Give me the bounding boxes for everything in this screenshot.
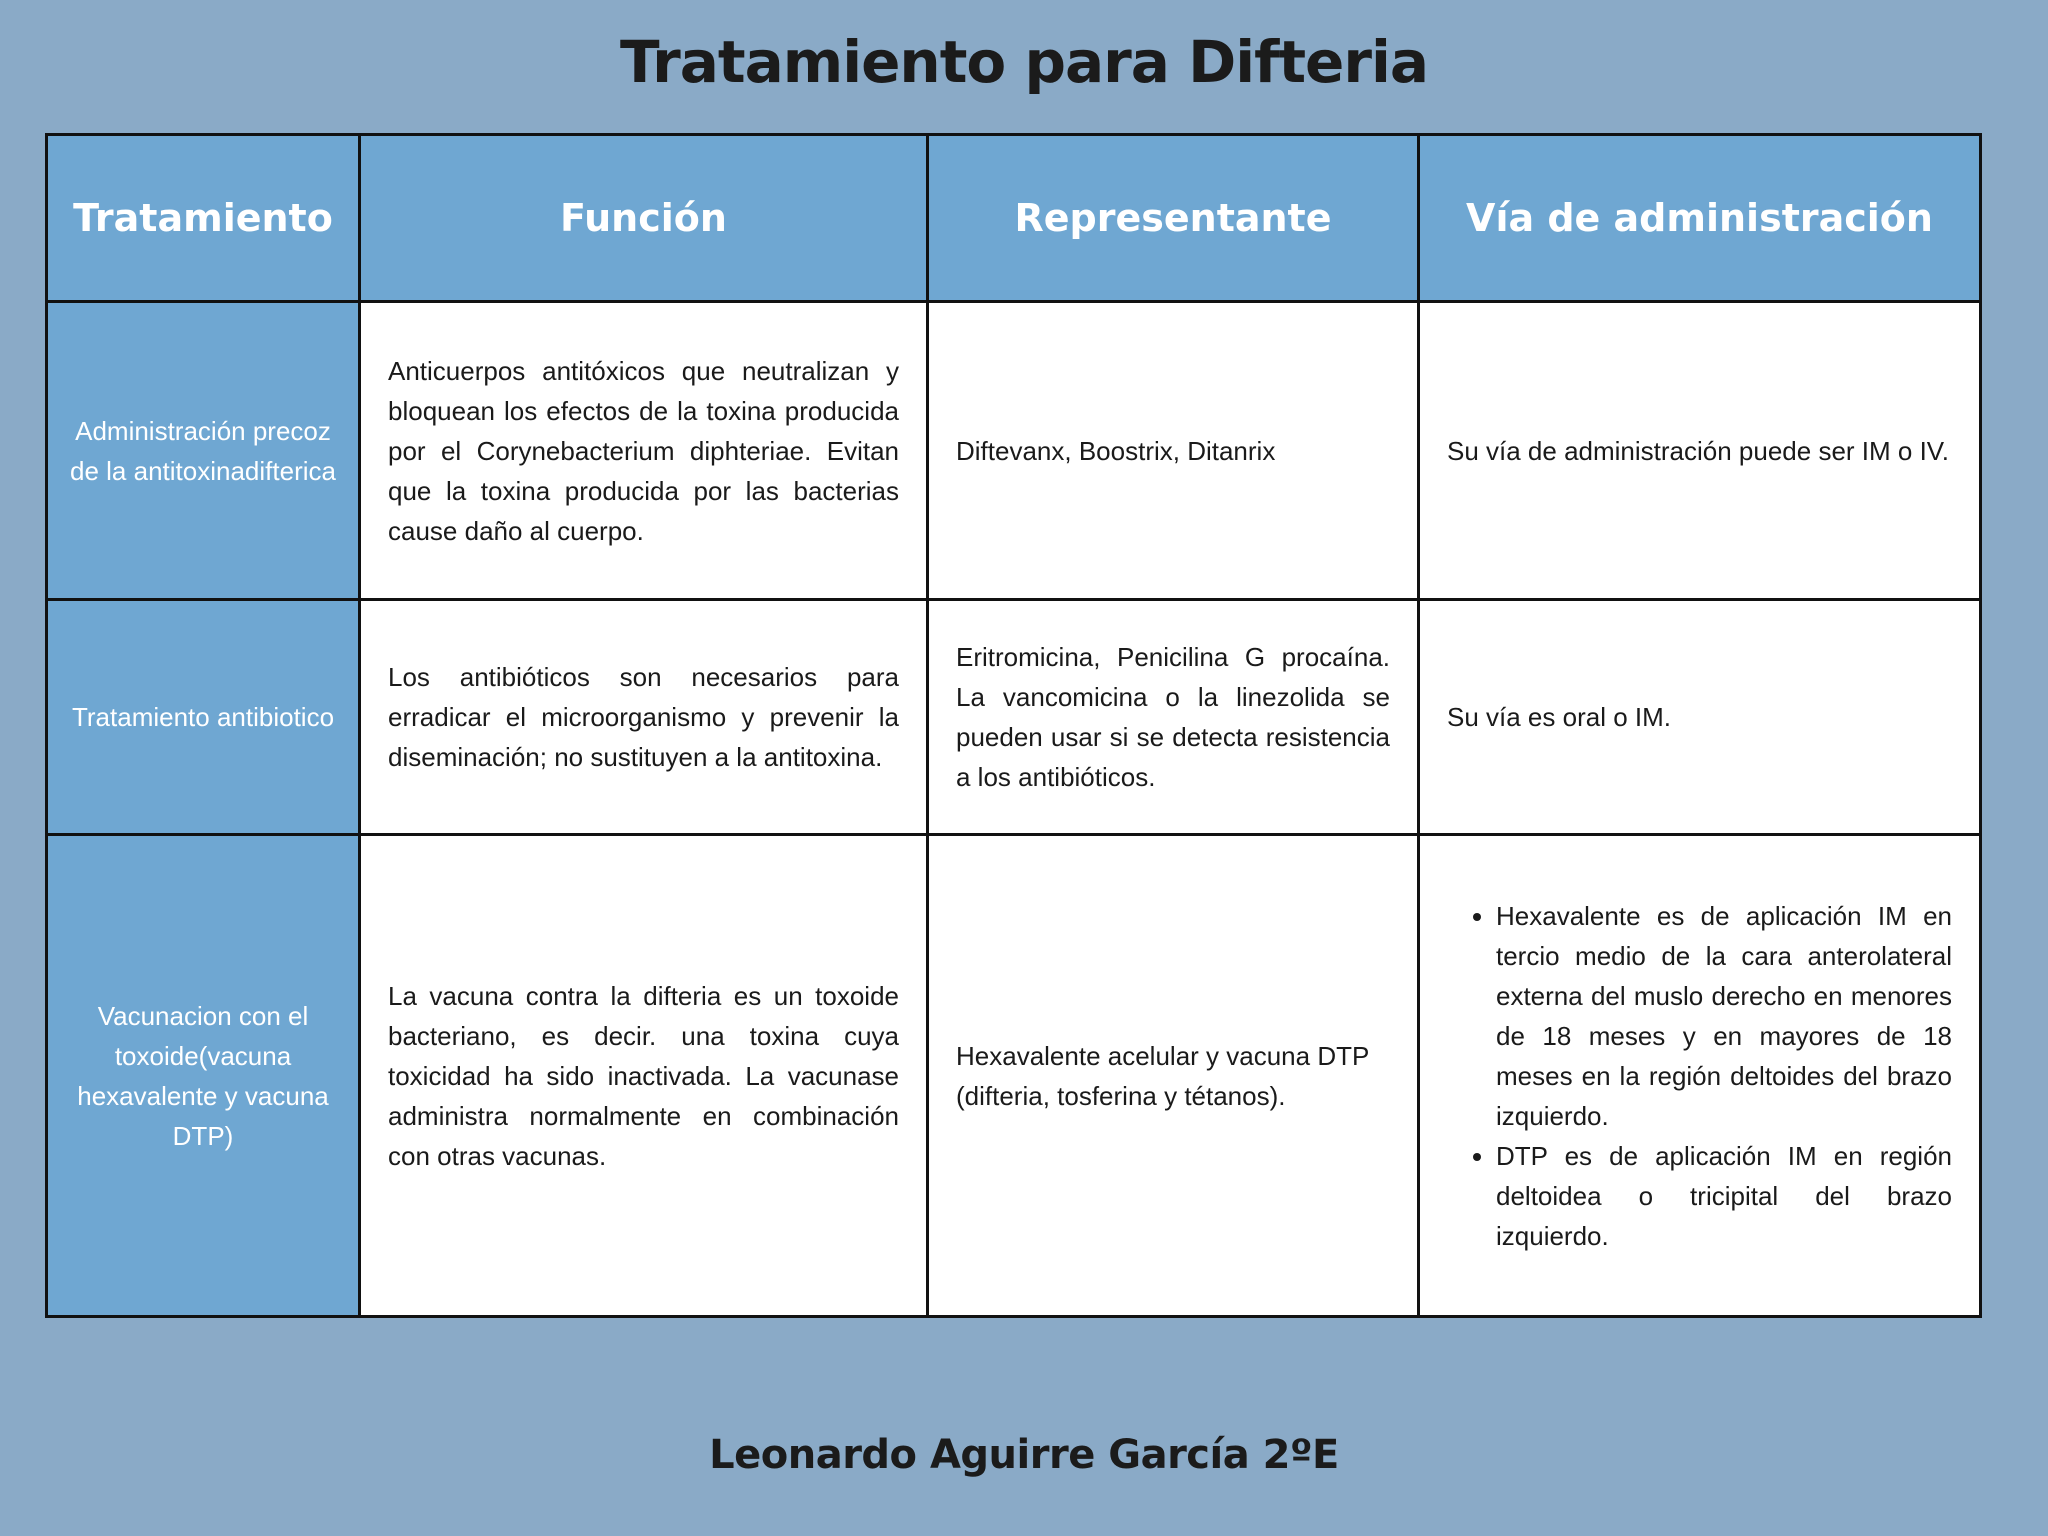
function-cell: Anticuerpos antitóxicos que neutralizan y bloquean los efectos de la toxina producida por el Corynebacterium diphteriae. Evitan que la toxina producida por las bacterias cause daño al cuerpo. [360, 302, 928, 600]
route-cell: Su vía de administración puede ser IM o IV. [1419, 302, 1981, 600]
list-item: • Hexavalente es de aplicación IM en tercio medio de la cara anterolateral externa del muslo derecho en menores de 18 meses y en mayores de 18 meses en la región deltoides del brazo izquierdo. [1496, 896, 1952, 1136]
representative-cell: Diftevanx, Boostrix, Ditanrix [928, 302, 1419, 600]
treatment-cell: Administración precoz de la antitoxinadifterica [47, 302, 360, 600]
table-header-row [47, 135, 1981, 302]
route-cell [1419, 835, 1981, 1317]
treatment-cell: Vacunacion con el toxoide(vacuna hexavalente y vacuna DTP) [47, 835, 360, 1317]
route-list [1447, 896, 1952, 1256]
function-cell: La vacuna contra la difteria es un toxoide bacteriano, es decir. una toxina cuya toxicidad ha sido inactivada. La vacunase administra normalmente en combinación con otras vacunas. [360, 835, 928, 1317]
header-via-administracion: Vía de administración [1419, 135, 1981, 302]
list-item: • DTP es de aplicación IM en región deltoidea o tricipital del brazo izquierdo. [1496, 1136, 1952, 1256]
table-row [47, 600, 1981, 835]
page-title: Tratamiento para Difteria [619, 28, 1429, 96]
header-representante: Representante [928, 135, 1419, 302]
table-row [47, 302, 1981, 600]
representative-cell: Hexavalente acelular y vacuna DTP (difteria, tosferina y tétanos). [928, 835, 1419, 1317]
header-tratamiento: Tratamiento [47, 135, 360, 302]
table-row [47, 835, 1981, 1317]
representative-cell: Eritromicina, Penicilina G procaína. La vancomicina o la linezolida se pueden usar si se detecta resistencia a los antibióticos. [928, 600, 1419, 835]
route-cell: Su vía es oral o IM. [1419, 600, 1981, 835]
treatment-table [45, 133, 1982, 1318]
author-footer: Leonardo Aguirre García 2ºE [709, 1432, 1339, 1478]
function-cell: Los antibióticos son necesarios para erradicar el microorganismo y prevenir la diseminación; no sustituyen a la antitoxina. [360, 600, 928, 835]
treatment-cell: Tratamiento antibiotico [47, 600, 360, 835]
header-funcion: Función [360, 135, 928, 302]
